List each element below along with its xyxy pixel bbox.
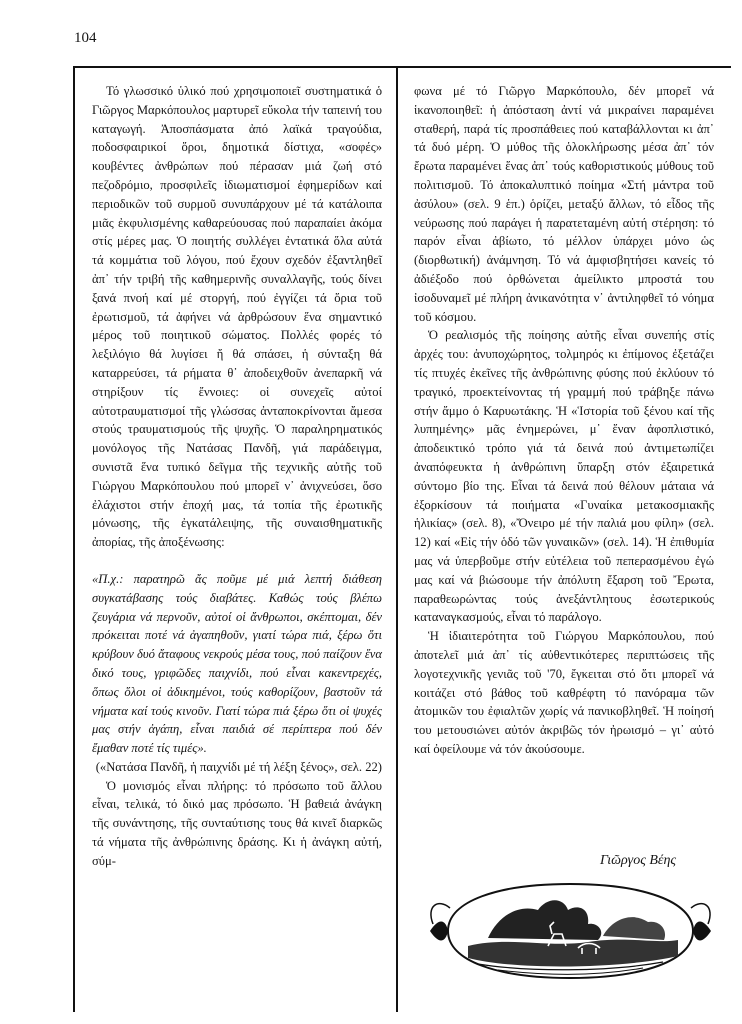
spacer xyxy=(92,552,382,570)
column-divider-rule xyxy=(396,66,398,1012)
author-signature: Γιῶργος Βέης xyxy=(600,853,677,868)
frame-top-rule xyxy=(73,66,731,68)
right-column xyxy=(414,82,714,759)
left-paragraph-1: Τό γλωσσικό ὑλικό πού χρησιμοποιεῖ συστηματικά ὁ Γιῶργος Μαρκόπουλος μαρτυρεῖ εὔκολα τήν ταπεινή του καταγωγή. Ἀποσπάσματα ἀπό λαϊκά τραγούδια, ποδοσφαιρικοί ὅροι, δημοτικά δίστιχα, «σοφές» κουβέντες ἀνθρώπων πού πέρασαν μιά ζωή στό πεζοδρόμιο, προσφιλεῖς ἰδιωματισμοί ἐφημερίδων καί περιοδικῶν τοῦ συρμοῦ συνυπάρχουν μέ τά κατάλοιπα μιᾶς ἐκφυλισμένης καθαρεύουσας πού παραπαίει ἀκόμα στίς μέρες μας. Ὁ ποιητής συλλέγει ἐντατικά ὅλα αὐτά τά κομμάτια τοῦ λόγου, πού ἔχουν σχεδόν ἐξαντληθεῖ ἀπ᾽ τήν τριβή τῆς καθημερινῆς συναλλαγῆς, τούς δίνει ξανά πνοή καί μέ στοργή, πού ἐγγίζει τά ὅρια τοῦ ἐρωτισμοῦ, τά ἀφήνει νά ἀρθρώσουν ἕνα σημαντικό μέρος τοῦ ποιητικοῦ σώματος. Πολλές φορές τό λεξιλόγιο θά λυγίσει ἤ θά σπάσει, ἡ σύνταξη θά καταρρεύσει, τά ρήματα θ᾽ ἀποδειχθοῦν ἀνεπαρκῆ νά στηρίξουν τίς ἔννοιες: οἱ συνεχεῖς αὐτοί αὐτοτραυματισμοί τῆς γλώσσας ἀνταποκρίνονται ἄμεσα στούς τραυματισμούς τῆς ψυχῆς. Ὁ παραληρηματικός μονόλογος τῆς Νατάσας Πανδῆ, γιά παράδειγμα, συνιστᾶ ἕνα τυπικό δεῖγμα τῆς τεχνικῆς αὐτῆς τοῦ Γιώργου Μαρκόπουλου πού μπορεῖ ν᾽ ἀνιχνεύσει, ὅσο ἐλάχιστοι στήν ἐποχή μας, τά τοπία τῆς ἐρωτικῆς μόνωσης, τῆς ἐγκατάλειψης, τῆς συναισθηματικῆς ἀπορίας, τῆς ἀποξένωσης: xyxy=(92,84,382,550)
landscape-vignette-illustration xyxy=(428,876,713,986)
right-paragraph-1: φωνα μέ τό Γιῶργο Μαρκόπουλο, δέν μπορεῖ νά ἱκανοποιηθεῖ: ἡ ἀπόσταση ἀντί νά μικραίνει παραμένει σταθερή, παρά τίς προσπάθειες πού καταβάλλονται κι ἀπ᾽ τά δυό μέρη. Ὁ μύθος τῆς ὁλοκλήρωσης μέσα ἀπ᾽ τόν ἔρωτα παραμένει ἕνας ἀπ᾽ τούς καθοριστικούς μύθους τοῦ πολιτισμοῦ. Τό ἀποκαλυπτικό ποίημα «Στή μάντρα τοῦ ἀσύλου» (σελ. 9 ἑπ.) ὁρίζει, μεταξύ ἄλλων, τό εἶδος τῆς νεύρωσης πού παράγει ἡ παρατεταμένη αὐτή στέρηση: τό παρόν εἶναι ἀβίωτο, τό μέλλον ὑπάρχει μόνο ὡς (διορθωτική) ἀνάμνηση. Τό νά ἀμφισβητήσει κανείς τό ἀδιέξοδο πού ὀρθώνεται ἀμείλικτο μπροστά του ἰσοδυναμεῖ μέ πλήρη ἀνικανότητα ν᾽ ἀντιληφθεῖ τό νόημα τοῦ κόσμου. xyxy=(414,84,714,324)
quote-source: («Νατάσα Πανδῆ, ἡ παιχνίδι μέ τή λέξη ξένος», σελ. 22) xyxy=(95,759,382,774)
right-paragraph-2: Ὁ ρεαλισμός τῆς ποίησης αὐτῆς εἶναι συνεπής στίς ἀρχές του: ἀνυποχώρητος, τολμηρός κι ἐπίμονος ἐξετάζει τίς πτυχές ἐκεῖνες τῆς ἀνθρώπινης φύσης πού ἐκλύουν τό τραγικό, προεκτείνοντας τή γραμμή πού τράβηξε πάνω στήν ἄμμο ὁ Καρυωτάκης. Ἡ «Ἱστορία τοῦ ξένου καί τῆς λυπημένης» μᾶς ἐνημερώνει, μ᾽ ἕναν ἀφοπλιστικό, ἀποδεικτικό τρόπο γιά τά δεινά πού ἀντιμετωπίζει ἀναπόφευκτα ἡ ἀνθρώπινη ὕπαρξη στόν ἐξαιρετικά σύντομο βίο της. Εἶναι τά δεινά πού θέλουν μάταια νά ἐξορκίσουν τά ποιήματα «Γυναίκα μετακοσμιακῆς ἡλικίας» (σελ. 8), «Ὄνειρο μέ τήν παλιά μου φίλη» (σελ. 12) καί «Εἰς τήν ὁδό τῶν γυναικῶν» (σελ. 14). Ἡ ἐπιθυμία μας νά ὑπερβοῦμε στήν εὐτέλεια τοῦ πεπερασμένου ἐγώ μας καί νά βιώσουμε τήν ἀπόλυτη ἔξαρση τοῦ Ἔρωτα, παραθεωρώντας τούς ἀνεξάντλητους ἐσωτερικούς καταναγκασμούς, εἶναι τό παράλογο. xyxy=(414,328,714,625)
block-quote: «Π.χ.: παρατηρῶ ἄς ποῦμε μέ μιά λεπτή διάθεση συγκατάβασης τούς διαβάτες. Καθώς τούς βλέπω ζευγάρια νά περνοῦν, αὐτοί οἱ ἄνθρωποι, σκέπτομαι, δέν πρόκειται ποτέ νά ἀγαπηθοῦν, γιατί τώρα πιά, ξέρω ὅτι κρύβουν δυό ἄταφους νεκρούς μέσα τους, πού παίζουν ἕνα δικό τους, γριφῶδες παιχνίδι, πού εἶναι κακεντρεχές, ὅπως ὅλοι οἱ ἀδικημένοι, τούς καθορίζουν, βαστοῦν τά νήματα καί τούς κινοῦν. Γιατί τώρα πιά ξέρω ὅτι οἱ ψυχές μας στήν ἀγάπη, εἶναι παιδιά σέ περίπτερα πού δέν ἔμαθαν ποτέ τίς τιμές». xyxy=(92,571,382,756)
left-column xyxy=(92,82,382,871)
left-paragraph-2: Ὁ μονισμός εἶναι πλήρης: τό πρόσωπο τοῦ ἄλλου εἶναι, τελικά, τό δικό μας πρόσωπο. Ἡ βαθειά ἀνάγκη τῆς συνάντησης, τῆς συνταύτισης τους θά κινεῖ διαρκῶς τά νήματα τῆς ἀνθρώπινης δράσης. Κι ἡ ἀνάγκη αὐτή, σύμ- xyxy=(92,778,382,868)
right-paragraph-3: Ἡ ἰδιαιτερότητα τοῦ Γιώργου Μαρκόπουλου, πού ἀποτελεῖ μιά ἀπ᾽ τίς αὐθεντικότερες περιπτώσεις τῆς λογοτεχνικῆς γενιᾶς τοῦ '70, ἔγκειται στό ὅτι μπορεῖ νά κοιτάζει στό βάθος τοῦ καθρέφτη τό πανόραμα τῶν ἀτομικῶν του ἐφιαλτῶν χωρίς νά πανικοβληθεῖ. Ἡ ποίησή του μετουσιώνει αὐτόν ἀκριβῶς τόν ἠρωισμό – γι᾽ αὐτό καί ὀφείλουμε νά τόν ἀκούσουμε. xyxy=(414,629,714,756)
page-number: 104 xyxy=(74,30,97,46)
frame-left-rule xyxy=(73,66,75,1012)
